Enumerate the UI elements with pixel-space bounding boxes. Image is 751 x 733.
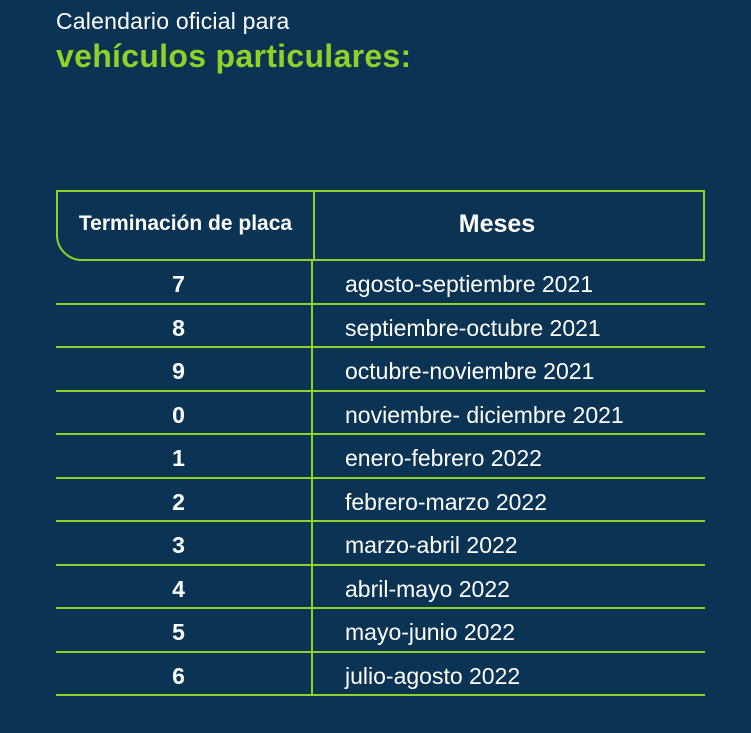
plate-ending-cell: 0 [56, 392, 313, 434]
plate-ending-cell: 1 [56, 435, 313, 477]
months-cell: agosto-septiembre 2021 [345, 271, 594, 298]
months-cell: abril-mayo 2022 [345, 575, 510, 602]
title-line-1: Calendario oficial para [56, 8, 290, 34]
months-cell: octubre-noviembre 2021 [345, 358, 595, 385]
months-cell: septiembre-octubre 2021 [345, 314, 601, 341]
title-line-2: vehículos particulares: [56, 38, 412, 74]
months-cell: febrero-marzo 2022 [345, 488, 547, 515]
table-row [56, 392, 705, 436]
plate-ending-cell: 3 [56, 522, 313, 564]
table-row [56, 566, 705, 610]
plate-ending-cell: 6 [56, 653, 313, 695]
header-plate-ending: Terminación de placa [58, 192, 315, 259]
plate-ending-cell: 4 [56, 566, 313, 608]
months-cell: enero-febrero 2022 [345, 445, 542, 472]
table-row [56, 348, 705, 392]
plate-ending-cell: 2 [56, 479, 313, 521]
plate-ending-cell: 8 [56, 305, 313, 347]
table-row [56, 435, 705, 479]
months-cell: marzo-abril 2022 [345, 532, 518, 559]
schedule-table [56, 190, 705, 696]
table-row [56, 261, 705, 305]
table-row [56, 479, 705, 523]
table-row [56, 609, 705, 653]
table-row [56, 653, 705, 697]
plate-ending-cell: 5 [56, 609, 313, 651]
plate-ending-cell: 9 [56, 348, 313, 390]
header-months: Meses [458, 210, 536, 238]
months-cell: julio-agosto 2022 [345, 662, 521, 689]
table-header [56, 190, 705, 261]
months-cell: mayo-junio 2022 [345, 619, 516, 646]
table-row [56, 522, 705, 566]
months-cell: noviembre- diciembre 2021 [345, 401, 624, 428]
table-row [56, 305, 705, 349]
table-body [56, 261, 705, 696]
plate-ending-cell: 7 [56, 261, 313, 303]
